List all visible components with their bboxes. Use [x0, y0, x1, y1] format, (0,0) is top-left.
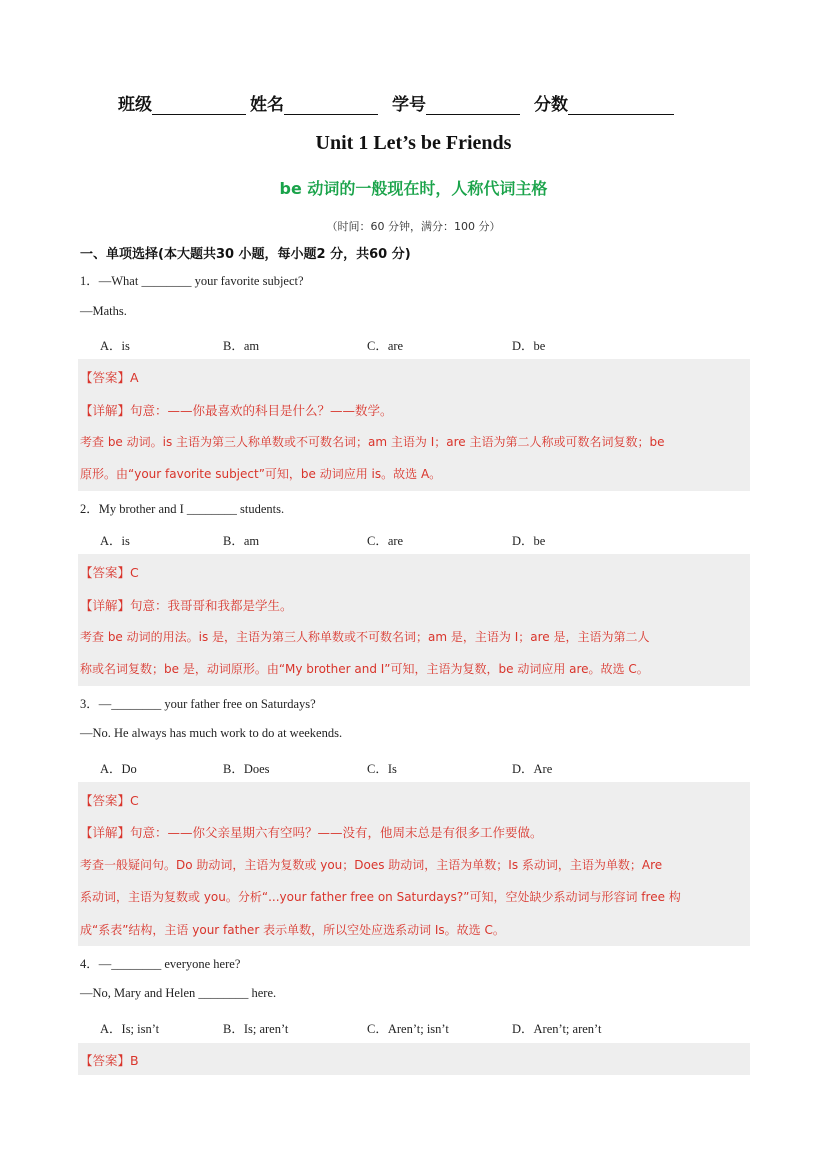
question-4-answer: 【答案】B	[80, 1053, 139, 1068]
question-2-analysis-line1: 考查 be 动词的用法。is 是，主语为第三人称单数或不可数名词；am 是，主语为 I；are 是，主语为第二人	[80, 630, 650, 644]
question-1-analysis-line2: 原形。由“your favorite subject”可知，be 动词应用 is。故选 A。	[80, 467, 442, 481]
question-1-analysis-line1: 考查 be 动词。is 主语为第三人称单数或不可数名词；am 主语为 I；are 主语为第二人称或可数名词复数；be	[80, 435, 665, 449]
question-2-analysis-line2: 称或名词复数；be 是，动词原形。由“My brother and I”可知，主语为复数，be 动词应用 are。故选 C。	[80, 662, 649, 676]
score-label: 分数	[534, 95, 568, 115]
question-3-option-c[interactable]: C．Is	[367, 762, 397, 776]
time-info: （时间：60 分钟，满分：100 分）	[326, 220, 501, 233]
question-1-stem: 1．—What ________ your favorite subject?	[80, 274, 304, 288]
question-3-option-a[interactable]: A．Do	[100, 762, 137, 776]
number-label: 学号	[392, 95, 426, 115]
question-3-answer: 【答案】C	[80, 793, 139, 808]
student-info-line	[118, 90, 678, 115]
class-blank[interactable]	[152, 96, 246, 115]
question-4-answer-box	[78, 1043, 750, 1075]
question-1-option-b[interactable]: B．am	[223, 339, 260, 353]
name-label: 姓名	[250, 95, 284, 115]
question-4-option-c[interactable]: C．Aren’t; isn’t	[367, 1022, 449, 1036]
question-3-analysis-line3: 成“系表”结构，主语 your father 表示单数，所以空处应选系动词 Is。故选 C。	[80, 923, 505, 937]
question-1-answer: 【答案】A	[80, 370, 139, 385]
question-4-option-a[interactable]: A．Is; isn’t	[100, 1022, 160, 1036]
question-2-detail: 【详解】句意：我哥哥和我都是学生。	[80, 598, 293, 613]
question-2-option-b[interactable]: B．am	[223, 534, 260, 548]
question-1-option-c[interactable]: C．are	[367, 339, 404, 353]
question-4-stem: 4．—________ everyone here?	[80, 957, 241, 971]
question-2-option-d[interactable]: D．be	[512, 534, 546, 548]
question-3-option-d[interactable]: D．Are	[512, 762, 553, 776]
page-title: Unit 1 Let’s be Friends	[315, 132, 512, 154]
question-2-stem: 2．My brother and I ________ students.	[80, 502, 285, 516]
question-1-option-a[interactable]: A．is	[100, 339, 130, 353]
question-4-reply: —No, Mary and Helen ________ here.	[80, 986, 277, 1000]
number-blank[interactable]	[426, 96, 520, 115]
question-4-option-d[interactable]: D．Aren’t; aren’t	[512, 1022, 602, 1036]
question-3-analysis-line1: 考查一般疑问句。Do 助动词，主语为复数或 you；Does 助动词，主语为单数；Is 系动词，主语为单数；Are	[80, 858, 663, 872]
question-3-option-b[interactable]: B．Does	[223, 762, 270, 776]
question-3-analysis-line2: 系动词，主语为复数或 you。分析“...your father free on Saturdays?”可知，空处缺少系动词与形容词 free 构	[80, 890, 681, 904]
name-blank[interactable]	[284, 96, 378, 115]
class-label: 班级	[118, 95, 152, 115]
question-2-option-a[interactable]: A．is	[100, 534, 130, 548]
question-1-reply: —Maths.	[80, 304, 127, 318]
question-1-detail: 【详解】句意：——你最喜欢的科目是什么？——数学。	[80, 403, 393, 418]
question-2-option-c[interactable]: C．are	[367, 534, 404, 548]
question-3-stem: 3．—________ your father free on Saturdays?	[80, 697, 316, 711]
score-blank[interactable]	[568, 96, 674, 115]
question-1-option-d[interactable]: D．be	[512, 339, 546, 353]
question-3-reply: —No. He always has much work to do at weekends.	[80, 726, 343, 740]
section-heading: 一、单项选择(本大题共30 小题，每小题2 分，共60 分)	[80, 247, 411, 262]
page-subtitle: be 动词的一般现在时，人称代词主格	[279, 179, 548, 198]
question-3-detail: 【详解】句意：——你父亲星期六有空吗？——没有，他周末总是有很多工作要做。	[80, 825, 543, 840]
question-2-answer: 【答案】C	[80, 565, 139, 580]
question-4-option-b[interactable]: B．Is; aren’t	[223, 1022, 289, 1036]
